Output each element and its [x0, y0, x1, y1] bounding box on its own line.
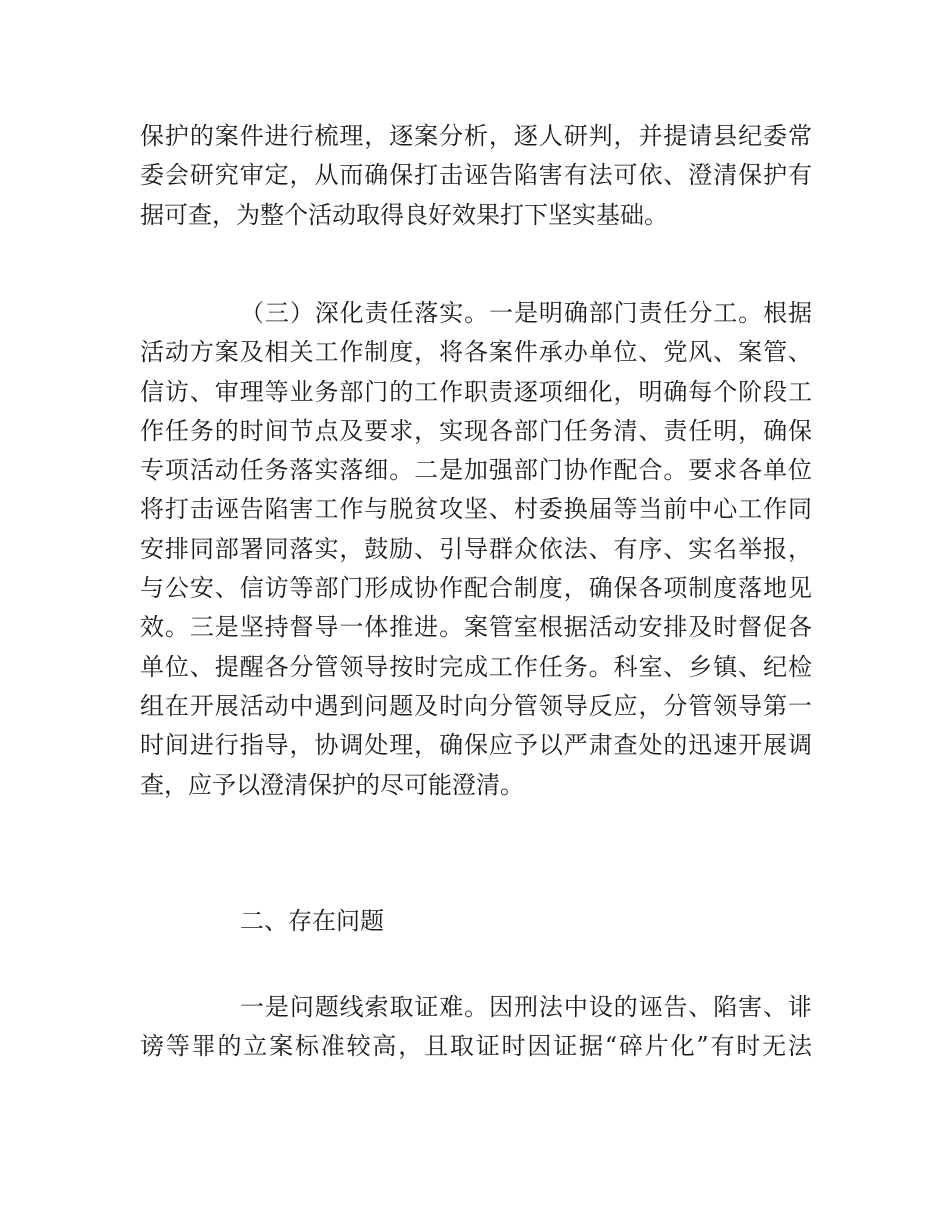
text-line: 作任务的时间节点及要求，实现各部门任务清、责任明，确保 [140, 416, 812, 445]
text-line: 将打击诬告陷害工作与脱贫攻坚、村委换届等当前中心工作同 [140, 495, 812, 524]
text-line: 谤等罪的立案标准较高，且取证时因证据“碎片化”有时无法 [140, 1032, 812, 1061]
paragraph-case-review [140, 117, 812, 235]
text-line: 组在开展活动中遇到问题及时向分管领导反应，分管领导第一 [140, 691, 812, 720]
text-line: （三）深化责任落实。一是明确部门责任分工。根据 [240, 299, 812, 327]
heading-text: 二、存在问题 [240, 907, 384, 935]
paragraph-responsibility [140, 294, 812, 805]
section-heading [140, 902, 812, 941]
paragraph-problem-evidence [140, 988, 812, 1067]
text-line: 专项活动任务落实落细。二是加强部门协作配合。要求各单位 [140, 456, 812, 485]
text-line: 委会研究审定，从而确保打击诬告陷害有法可依、澄清保护有 [140, 161, 812, 190]
text-line: 据可查，为整个活动取得良好效果打下坚实基础。 [140, 200, 668, 229]
text-line: 活动方案及相关工作制度，将各案件承办单位、党风、案管、 [140, 338, 812, 367]
text-line: 查，应予以澄清保护的尽可能澄清。 [140, 770, 524, 799]
text-line: 与公安、信访等部门形成协作配合制度，确保各项制度落地见 [140, 574, 812, 603]
text-line: 时间进行指导，协调处理，确保应予以严肃查处的迅速开展调 [140, 731, 812, 760]
text-line: 信访、审理等业务部门的工作职责逐项细化，明确每个阶段工 [140, 377, 812, 406]
text-line: 安排同部署同落实，鼓励、引导群众依法、有序、实名举报， [140, 534, 812, 563]
text-line: 单位、提醒各分管领导按时完成工作任务。科室、乡镇、纪检 [140, 652, 812, 681]
text-line: 一是问题线索取证难。因刑法中设的诬告、陷害、诽 [240, 993, 812, 1021]
text-line: 保护的案件进行梳理，逐案分析，逐人研判，并提请县纪委常 [140, 122, 812, 150]
text-line: 效。三是坚持督导一体推进。案管室根据活动安排及时督促各 [140, 613, 812, 642]
